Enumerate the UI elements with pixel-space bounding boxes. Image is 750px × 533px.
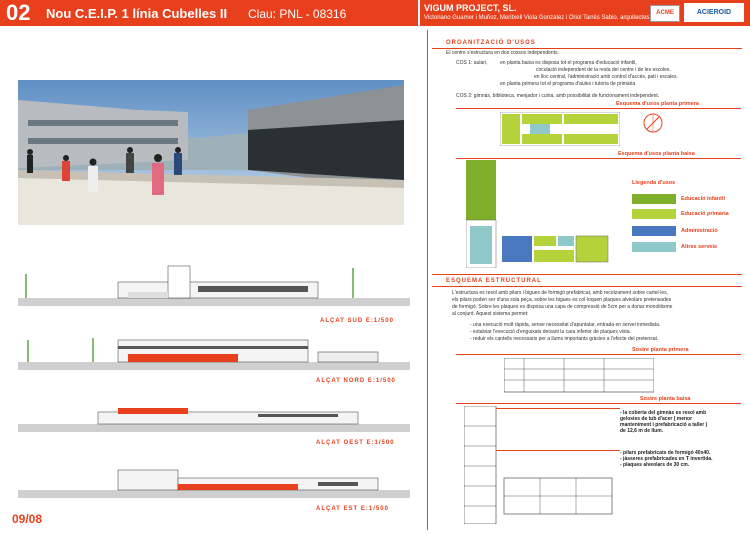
estructura-rule-top — [432, 274, 742, 275]
acieroid-logo: ACIEROID — [684, 3, 744, 22]
estructura-bullet: - reduir els cantells necessaris per a llums importants gràcies a l'efecte del pretensat. — [470, 336, 659, 342]
note-line: manteniment i prefabricació a taller ) — [620, 422, 708, 428]
structure-plan-ground — [464, 406, 614, 524]
legend-swatch — [632, 209, 676, 219]
legend-label: Educació infantil — [681, 196, 726, 202]
cos1-label: COS 1: aulari, — [456, 60, 488, 66]
caption-rule — [456, 108, 741, 109]
caption-rule — [456, 403, 741, 404]
elevation-west — [18, 400, 410, 440]
column-divider — [427, 30, 428, 530]
note-line: de 12,6 m de llum. — [620, 428, 664, 434]
legend-swatch — [632, 242, 676, 252]
elevation-south — [18, 262, 410, 324]
note-line: - jàsseres prefabricades en T invertida. — [620, 456, 713, 462]
leader-line — [496, 408, 620, 409]
header-divider — [418, 0, 420, 26]
firm-name: VIGUM PROJECT, SL. — [424, 3, 517, 13]
acme-logo: ACME — [650, 5, 680, 22]
sheet-number: 02 — [6, 0, 31, 25]
ground-structure-caption: Sostre planta baixa — [640, 396, 691, 402]
usos-plan-first — [500, 112, 620, 146]
usos-intro: El centre s'estructura en dos cossos independents. — [446, 50, 559, 56]
note-line: - la coberta del gimnàs es resol amb — [620, 410, 707, 416]
legend-swatch — [632, 226, 676, 236]
legend-label: Educació primària — [681, 211, 729, 217]
estructura-rule — [432, 286, 742, 287]
cos1-line: en planta primera tot el programa d'aules i tutoria de primària — [500, 81, 636, 87]
cos1-line: en planta baixa es disposa tot el programa d'educació infantil, — [500, 60, 637, 66]
legend-swatch — [632, 194, 676, 204]
architects-credit: Victoriano Guamer i Muñoz, Meritxell Viola Gonzalez i Oriol Tarrés Sabio, arquitectes — [424, 15, 650, 21]
cos1-line: circulació independent de la resta del centre i de les escoles. — [536, 67, 671, 73]
note-line: - pilars prefabricats de formigó 40x40. — [620, 450, 711, 456]
elevation-east — [18, 464, 410, 506]
cos1-line: en lloc central, l'administració amb control d'accés, pati i escales. — [534, 74, 678, 80]
caption-rule — [456, 158, 741, 159]
legend-label: Altres serveis — [681, 244, 718, 250]
project-code: Clau: PNL - 08316 — [248, 7, 347, 21]
estructura-para: L'estructura es resol amb pilars i bigues de formigó prefabricat, amb recolzament sobre cartel·les, — [452, 290, 669, 296]
elevation-caption: ALÇAT SUD E:1/500 — [320, 318, 394, 324]
header-bar — [0, 0, 750, 26]
estructura-bullet: - estalviar l'execució d'enguixats deixant la cara inferior de plaques vista. — [470, 329, 631, 335]
elevation-caption: ALÇAT NORD E:1/500 — [316, 378, 396, 384]
usos-plan-ground — [466, 160, 610, 268]
note-line: - plaques alveolars de 30 cm. — [620, 462, 690, 468]
note-line: gelosies de tub d'acer ( menor — [620, 416, 693, 422]
estructura-para: de formigó. Sobre les plaques es disposa una capa de compressió de 5cm per a donar monolitisme — [452, 304, 673, 310]
estructura-bullet: - una execució molt ràpida, sense necessitat d'apuntalar, entrada en servei inmediata. — [470, 322, 661, 328]
cos2-text: COS 2: gimnàs, biblioteca, menjador i cuina, amb possibilitat de funcionament independent. — [456, 93, 660, 99]
leader-line — [496, 450, 620, 451]
caption-rule — [456, 354, 741, 355]
legend-title: Llegenda d'usos — [632, 180, 676, 186]
elevation-caption: ALÇAT OEST E:1/500 — [316, 440, 395, 446]
plan-ground-caption: Esquema d'usos planta baixa — [618, 151, 695, 157]
page-number: 09/08 — [12, 512, 43, 526]
plan-first-caption: Esquema d'usos planta primera — [616, 101, 699, 107]
legend-label: Administració — [681, 228, 718, 234]
elevation-north — [18, 330, 410, 382]
first-structure-caption: Sostre planta primera — [632, 347, 689, 353]
estructura-heading: ESQUEMA ESTRUCTURAL — [446, 278, 542, 284]
estructura-para: al conjunt. Aquest sistema permet: — [452, 311, 529, 317]
usos-heading: ORGANITZACIÓ D'USOS — [446, 40, 536, 46]
usos-rule — [432, 48, 742, 49]
project-title: Nou C.E.I.P. 1 línia Cubelles II — [46, 6, 228, 21]
render-image — [18, 80, 404, 225]
elevation-caption: ALÇAT EST E:1/500 — [316, 506, 389, 512]
structure-plan-first — [504, 358, 654, 394]
estructura-para: els pilars poden ser d'una sola peça, sobre les bigues es col·loquen plaques alveolars pretensades — [452, 297, 672, 303]
north-arrow-icon — [642, 112, 664, 134]
